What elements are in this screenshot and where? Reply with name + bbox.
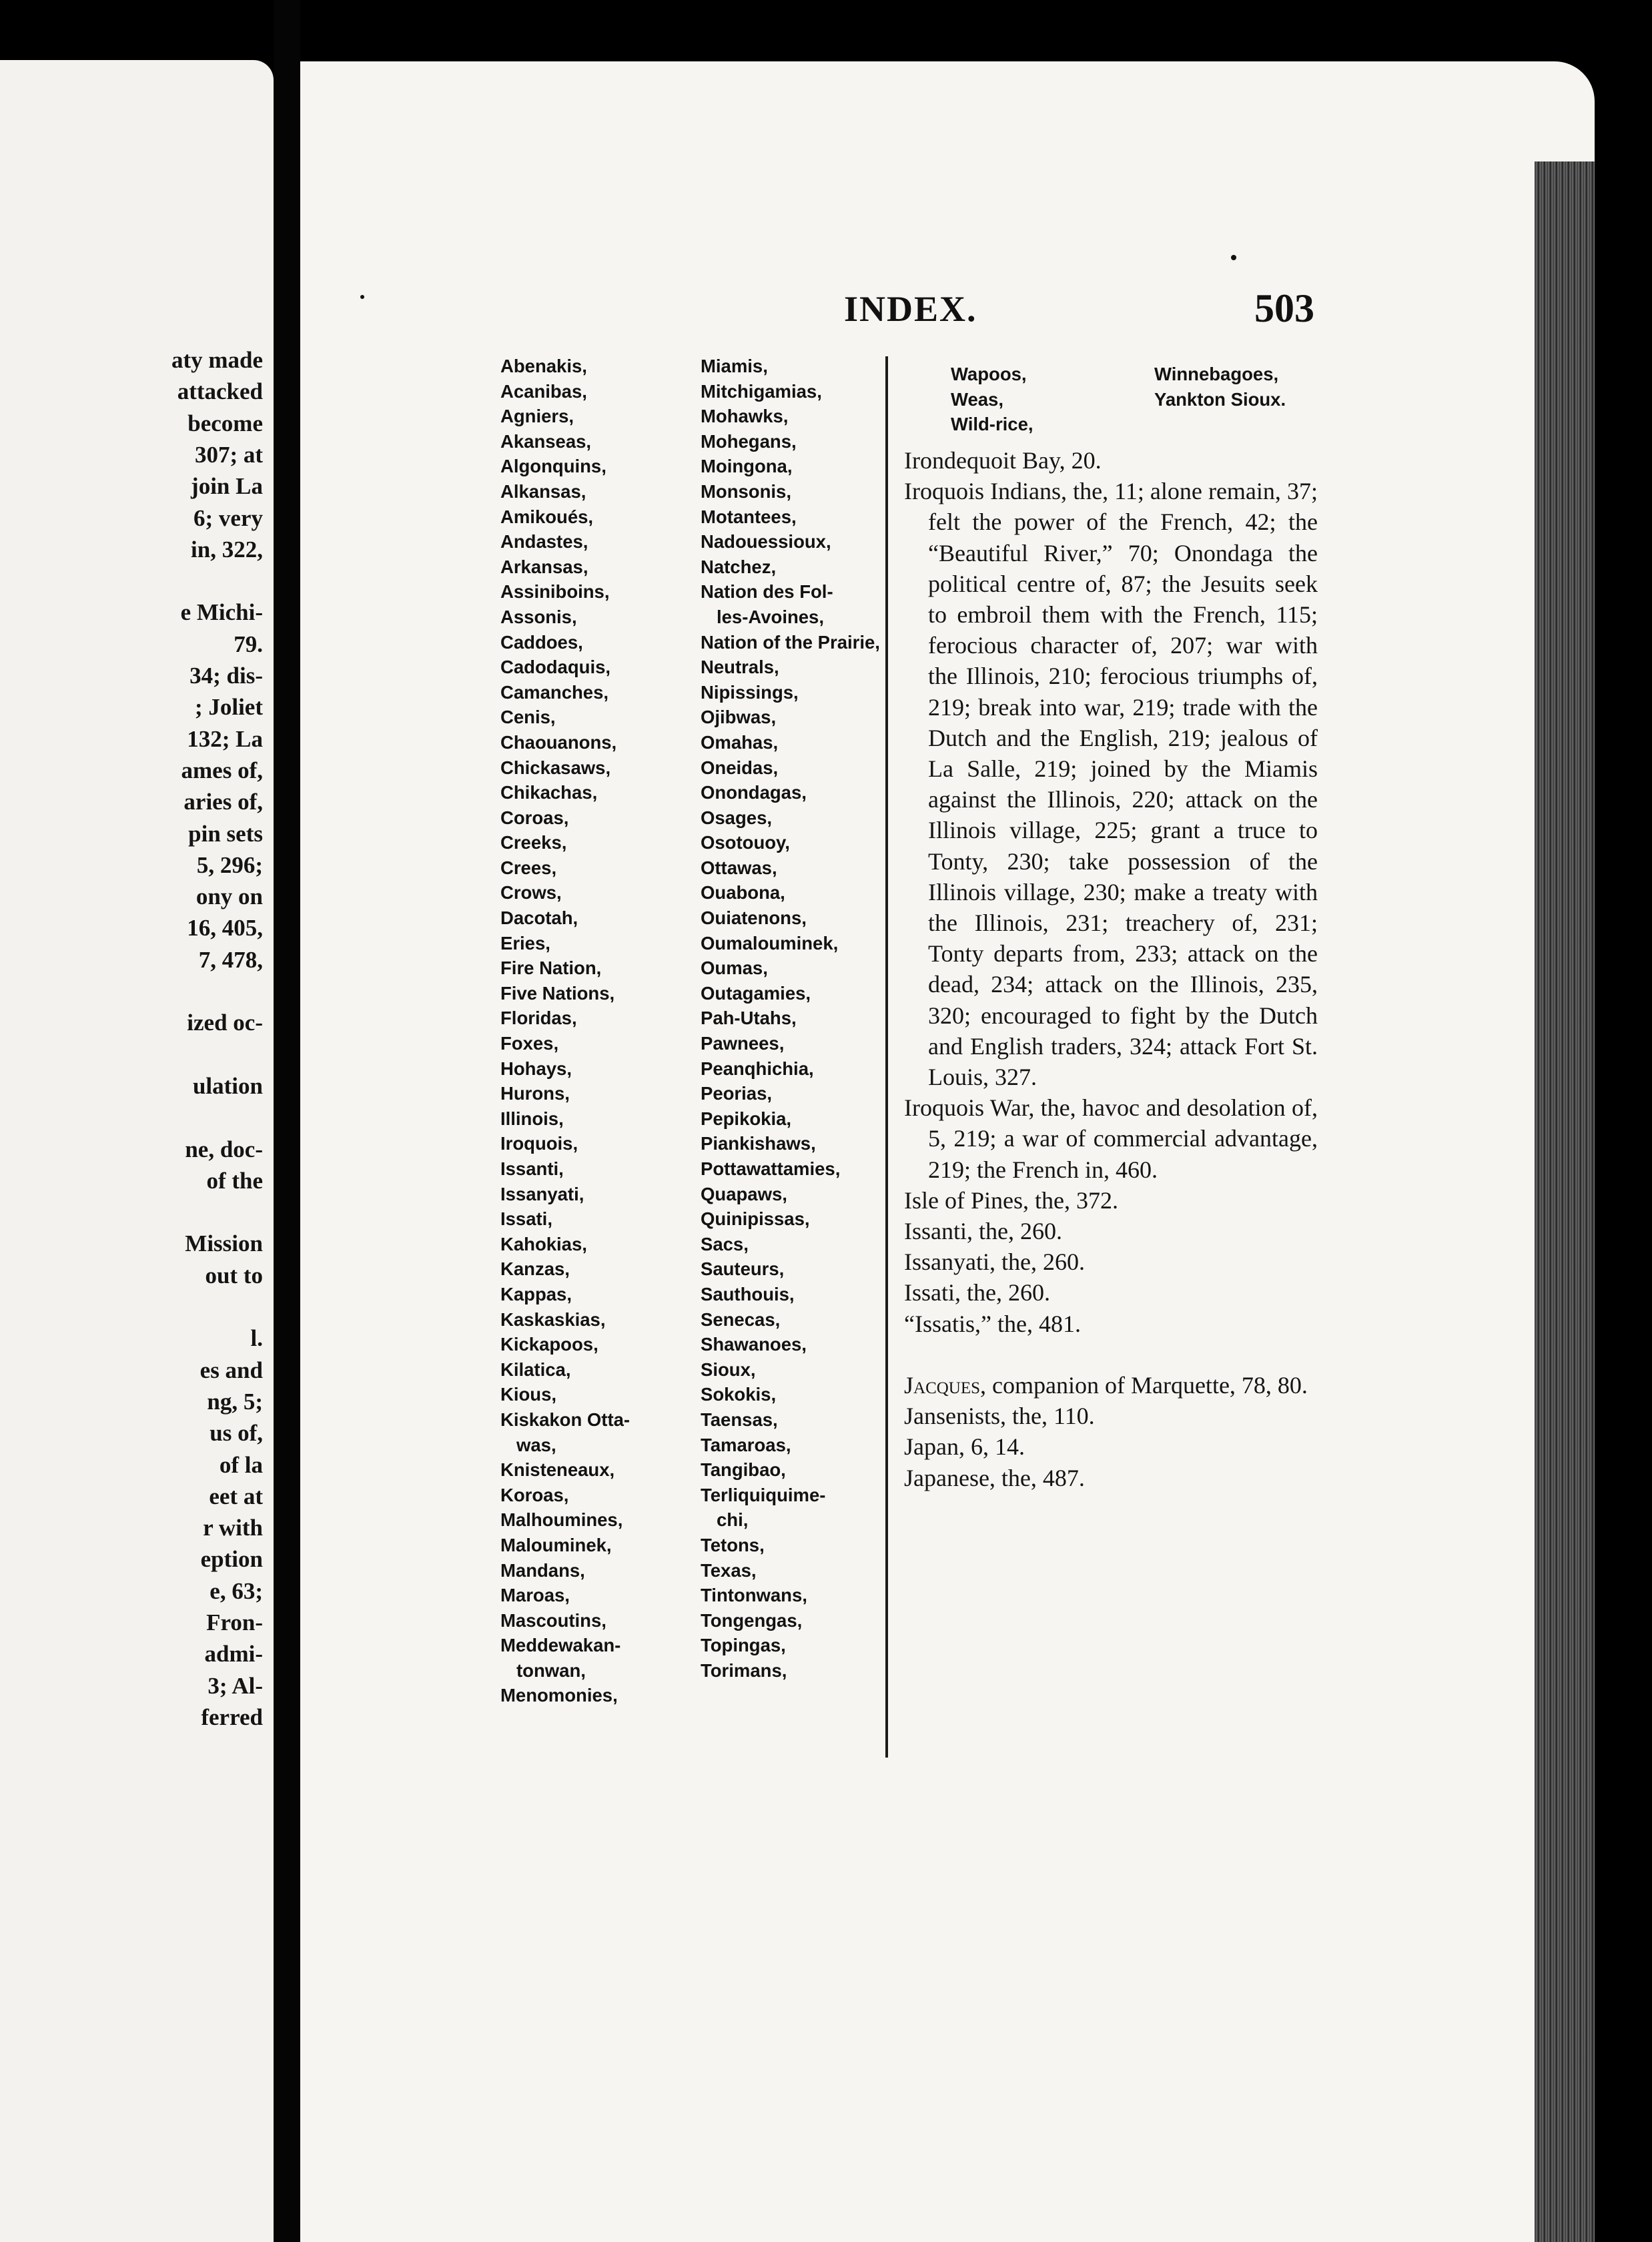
tribe-name: Sioux,	[701, 1359, 756, 1380]
tribe-name: Peanqhichia,	[701, 1058, 814, 1079]
tribe-name: Amikoués,	[500, 506, 594, 527]
facing-page-line: of the	[206, 1167, 263, 1194]
tribe-name: Arkansas,	[500, 556, 588, 577]
tribe-name: Mohegans,	[701, 430, 797, 452]
tribe-name: Winnebagoes,	[1154, 364, 1279, 384]
tribe-name: Akanseas,	[500, 430, 592, 452]
tribe-name: Foxes,	[500, 1033, 559, 1054]
index-entry: Issanti, the, 260.	[904, 1218, 1062, 1245]
tribe-name: Floridas,	[500, 1008, 577, 1029]
facing-page-line: ony on	[195, 883, 263, 910]
tribe-name: Nation des Fol- les-Avoines,	[701, 581, 833, 627]
tribe-list-column-2	[701, 354, 891, 1683]
tribe-name: Peorias,	[701, 1083, 773, 1104]
tribe-name: Quinipissas,	[701, 1208, 810, 1230]
tribe-name: Kappas,	[500, 1283, 572, 1304]
facing-page-line: 5, 296;	[196, 851, 263, 878]
facing-page-line: aty made	[171, 347, 263, 373]
tribe-name: Pottawattamies,	[701, 1158, 841, 1179]
facing-page-line: pin sets	[188, 820, 263, 847]
facing-page-line: ames of,	[181, 757, 263, 783]
tribe-name: Eries,	[500, 932, 550, 954]
tribe-name: Yankton Sioux.	[1154, 388, 1286, 410]
facing-page-line: join La	[191, 473, 263, 500]
facing-page-line: 132; La	[187, 725, 263, 752]
tribe-name: Tangibao,	[701, 1459, 786, 1481]
tribe-name: Mandans,	[500, 1559, 585, 1581]
tribe-name: Issati,	[500, 1208, 552, 1230]
tribe-name: Malhoumines,	[500, 1509, 623, 1531]
tribe-name: Wapoos,	[951, 364, 1027, 384]
tribe-name: Tamaroas,	[701, 1434, 791, 1455]
facing-page-line: ; Joliet	[194, 694, 263, 721]
tribe-name: Ouiatenons,	[701, 907, 807, 929]
tribe-row	[951, 412, 1324, 437]
facing-page-line: e, 63;	[210, 1577, 263, 1604]
tribe-name: Knisteneaux,	[500, 1459, 615, 1481]
index-entries	[904, 445, 1318, 1493]
facing-page-line: in, 322,	[191, 536, 263, 563]
tribe-name: Tongengas,	[701, 1609, 803, 1631]
facing-page-line: 16, 405,	[187, 915, 263, 942]
tribe-name: Kanzas,	[500, 1258, 570, 1280]
tribe-name: Outagamies,	[701, 982, 811, 1004]
tribe-name: Mascoutins,	[500, 1609, 606, 1631]
facing-page-line: Mission	[185, 1230, 263, 1257]
tribe-name: Illinois,	[500, 1108, 564, 1129]
tribe-name: Senecas,	[701, 1309, 781, 1330]
facing-page-line: 7, 478,	[198, 946, 263, 973]
facing-page-line: 34; dis-	[189, 663, 263, 689]
tribe-name: Miamis,	[701, 356, 768, 376]
tribe-name: Pawnees,	[701, 1033, 785, 1054]
tribe-name: Ojibwas,	[701, 707, 777, 728]
tribe-name: Maroas,	[500, 1585, 570, 1606]
tribe-name: Chickasaws,	[500, 757, 611, 778]
tribe-name: Sauthouis,	[701, 1283, 795, 1304]
tribe-name: Kilatica,	[500, 1359, 571, 1380]
tribe-name: Sacs,	[701, 1233, 749, 1254]
tribe-name: Osotouoy,	[701, 832, 790, 853]
tribe-name: Fire Nation,	[500, 958, 602, 979]
tribe-name: Omahas,	[701, 731, 779, 753]
tribe-name: Andastes,	[500, 531, 588, 552]
tribe-name: Pah-Utahs,	[701, 1008, 797, 1029]
tribe-name: Quapaws,	[701, 1183, 787, 1204]
tribe-name: Hurons,	[500, 1083, 570, 1104]
tribe-name: Mohawks,	[701, 406, 789, 427]
tribe-name: Malouminek,	[500, 1534, 612, 1555]
facing-page-line: es and	[199, 1357, 263, 1383]
facing-page-line: ferred	[201, 1704, 263, 1730]
tribe-name: Assiniboins,	[500, 581, 610, 603]
tribe-name: Moingona,	[701, 456, 793, 477]
facing-page-line: l.	[250, 1325, 263, 1352]
tribe-name: Iroquois,	[500, 1133, 578, 1154]
tribe-name: Tintonwans,	[701, 1585, 807, 1606]
tribe-name: Nadouessioux,	[701, 531, 831, 552]
tribe-name: Oumas,	[701, 958, 768, 979]
index-entry: Iroquois War, the, havoc and desolation of, 5, 219; a war of commercial advantage, 219; the French in, 460.	[904, 1094, 1318, 1183]
page-number: 503	[1254, 286, 1314, 330]
tribe-name: Alkansas,	[500, 480, 586, 502]
facing-page-line: of la	[219, 1451, 263, 1478]
tribe-name: Kaskaskias,	[500, 1309, 606, 1330]
tribe-row	[951, 387, 1324, 412]
tribe-name: Taensas,	[701, 1409, 778, 1430]
tribe-name: Acanibas,	[500, 380, 587, 402]
tribe-name: Issanyati,	[500, 1183, 584, 1204]
tribe-name: Kickapoos,	[500, 1334, 598, 1355]
index-page	[300, 61, 1595, 2242]
index-entry: “Issatis,” the, 481.	[904, 1310, 1081, 1337]
tribe-name: Assonis,	[500, 606, 577, 627]
facing-page-line: out to	[205, 1262, 263, 1288]
tribe-name: Issanti,	[500, 1158, 564, 1179]
page-edge-stack	[1535, 161, 1595, 2242]
tribe-name: Chikachas,	[500, 782, 598, 803]
header-title: INDEX.	[844, 289, 977, 329]
tribe-name: Oneidas,	[701, 757, 779, 778]
tribe-list-column-1	[500, 354, 681, 1708]
facing-page-line: r with	[203, 1515, 263, 1541]
tribe-name: Koroas,	[500, 1484, 569, 1505]
tribe-name: Tetons,	[701, 1534, 765, 1555]
tribe-name: Nation of the Prairie,	[701, 631, 880, 653]
index-entry: Issanyati, the, 260.	[904, 1248, 1085, 1276]
index-entry: Isle of Pines, the, 372.	[904, 1186, 1118, 1214]
tribe-name: Cadodaquis,	[500, 657, 611, 678]
tribe-name: Caddoes,	[500, 631, 583, 653]
facing-page-line: 307; at	[194, 441, 263, 468]
tribe-name: Sauteurs,	[701, 1258, 785, 1280]
index-entry: Irondequoit Bay, 20.	[904, 447, 1102, 474]
facing-page-line: 6; very	[193, 504, 263, 531]
facing-page-line: become	[187, 410, 263, 436]
tribe-name: Cenis,	[500, 707, 556, 728]
index-entry: Japanese, the, 487.	[904, 1464, 1085, 1491]
tribe-name: Sokokis,	[701, 1384, 777, 1405]
facing-page-line: attacked	[177, 378, 263, 405]
tribe-name: Wild-rice,	[951, 414, 1034, 435]
tribe-name: Menomonies,	[500, 1685, 618, 1706]
tribe-name: Kious,	[500, 1384, 557, 1405]
tribe-name: Abenakis,	[500, 356, 587, 376]
tribe-row	[951, 362, 1324, 387]
tribe-name: Crows,	[500, 882, 562, 903]
facing-page-line: ng, 5;	[207, 1388, 263, 1415]
tribe-name: Weas,	[951, 388, 1003, 410]
index-entry: Iroquois Indians, the, 11; alone remain, 37; felt the power of the French, 42; the “Beautiful River,” 70; Onondaga the political centre of, 87; the Jesuits seek to embroil them with the French, 115; ferocious character of, 207; war with the Illinois, 210; ferocious triumphs of, 219; break into war, 219; trade with the Dutch and the English, 219; jealous of La Salle, 219; joined by the Miamis against the Illinois, 220; attack on the Illinois village, 225; grant a truce to Tonty, 230; take possession of the Illinois village, 230; make a treaty with the Illinois, 231; treachery of, 231; Tonty departs from, 233; attack on the dead, 234; attack on the Illinois, 235, 320; encouraged to fight by the Dutch and English traders, 324; attack Fort St. Louis, 327.	[904, 478, 1318, 1091]
tribe-name: Meddewakan- tonwan,	[500, 1635, 621, 1681]
tribe-name: Oumalouminek,	[701, 932, 839, 954]
tribe-name: Shawanoes,	[701, 1334, 807, 1355]
tribe-name: Osages,	[701, 807, 773, 828]
index-entry: Issati, the, 260.	[904, 1279, 1050, 1306]
tribe-name: Agniers,	[500, 406, 574, 427]
tribe-name: Piankishaws,	[701, 1133, 816, 1154]
facing-page-line: us of,	[210, 1420, 263, 1447]
tribe-name: Coroas,	[500, 807, 569, 828]
ink-speck	[1231, 255, 1236, 260]
tribe-name: Chaouanons,	[500, 731, 617, 753]
tribe-name: Natchez,	[701, 556, 777, 577]
tribe-name: Camanches,	[500, 681, 609, 703]
tribe-name: Ouabona,	[701, 882, 785, 903]
tribe-name: Creeks,	[500, 832, 567, 853]
tribe-name: Motantees,	[701, 506, 797, 527]
tribe-name: Ottawas,	[701, 857, 777, 878]
index-entry: Jansenists, the, 110.	[904, 1403, 1095, 1430]
running-header	[300, 288, 1595, 342]
tribe-list-column-3	[951, 362, 1324, 437]
tribe-name: Texas,	[701, 1559, 757, 1581]
tribe-name: Kahokias,	[500, 1233, 587, 1254]
facing-page-fragment	[0, 60, 274, 2242]
facing-page-line: ized oc-	[187, 1010, 263, 1036]
tribe-name: Crees,	[500, 857, 557, 878]
facing-page-line: aries of,	[183, 789, 263, 815]
section-gap	[904, 1339, 1318, 1370]
facing-page-line: ne, doc-	[185, 1136, 263, 1162]
tribe-name: Hohays,	[500, 1058, 572, 1079]
tribe-name: Mitchigamias,	[701, 380, 822, 402]
tribe-name: Five Nations,	[500, 982, 615, 1004]
tribe-name: Monsonis,	[701, 480, 791, 502]
tribe-name: Onondagas,	[701, 782, 807, 803]
tribe-name: Terliquiquime- chi,	[701, 1484, 826, 1531]
facing-page-line: e Michi-	[180, 599, 263, 626]
index-entry: Jacques, companion of Marquette, 78, 80.	[904, 1371, 1308, 1399]
facing-page-line: eption	[200, 1546, 263, 1573]
facing-page-line: 79.	[234, 631, 263, 657]
tribe-name: Dacotah,	[500, 907, 578, 929]
tribe-name: Algonquins,	[500, 456, 606, 477]
tribe-name: Torimans,	[701, 1659, 787, 1681]
tribe-name: Pepikokia,	[701, 1108, 792, 1129]
tribe-name: Kiskakon Otta- was,	[500, 1409, 631, 1455]
facing-page-line: 3; Al-	[208, 1672, 263, 1699]
column-rule	[885, 356, 888, 1758]
facing-page-line: ulation	[192, 1072, 263, 1099]
tribe-name: Neutrals,	[701, 657, 779, 678]
book-gutter	[274, 0, 300, 2242]
tribe-name: Topingas,	[701, 1635, 786, 1656]
facing-page-line: admi-	[204, 1641, 263, 1667]
index-entry: Japan, 6, 14.	[904, 1433, 1025, 1461]
tribe-name: Nipissings,	[701, 681, 799, 703]
facing-page-line: Fron-	[206, 1609, 263, 1635]
facing-page-line: eet at	[209, 1483, 263, 1509]
